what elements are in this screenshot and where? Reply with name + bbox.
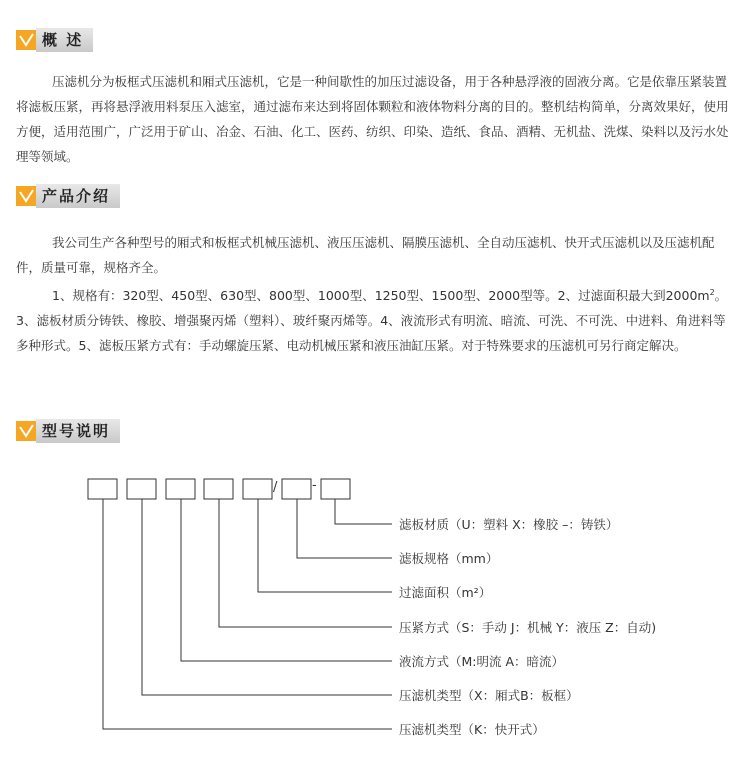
product-paragraph-1: 我公司生产各种型号的厢式和板框式机械压滤机、液压压滤机、隔膜压滤机、全自动压滤机、快开式压滤机以及压滤机配件，质量可靠，规格齐全。 [16,235,715,275]
separator-dash: - [312,478,317,493]
product-text [16,230,738,358]
code-box-5 [243,479,272,499]
code-box-7 [321,479,350,499]
model-label-filter-area: 过滤面积（m²） [399,585,492,600]
model-diagram [0,470,750,762]
code-box-4 [204,479,233,499]
arrow-corner-icon [16,186,36,206]
model-label-material: 滤板材质（U：塑料 X：橡胶 –：铸铁） [399,517,619,532]
section-title: 概 述 [36,28,93,52]
separator-slash: / [273,480,278,495]
code-box-6 [282,479,311,499]
model-label-plate-size: 滤板规格（mm） [399,551,499,566]
code-box-2 [127,479,156,499]
arrow-corner-icon [16,30,36,50]
code-box-3 [166,479,195,499]
leader-line-1 [335,499,392,524]
leader-line-5 [181,499,392,661]
leader-line-4 [219,499,392,627]
arrow-corner-icon [16,421,36,441]
section-header-model [16,419,120,443]
model-label-type: 压滤机类型（X：厢式B：板框） [399,688,579,703]
leader-line-3 [258,499,392,592]
section-header-overview [16,28,93,52]
code-box-1 [88,479,117,499]
leader-line-6 [142,499,392,695]
diagram-lines [0,470,750,762]
overview-text: 压滤机分为板框式压滤机和厢式压滤机，它是一种间歇性的加压过滤设备，用于各种悬浮液的固液分离。它是依靠压紧装置将滤板压紧，再将悬浮液用料泵压入滤室，通过滤布来达到将固体颗粒和液体物料分离的目的。整机结构简单，分离效果好，使用方便，适用范围广，广泛用于矿山、冶金、石油、化工、医药、纺织、印染、造纸、食品、酒精、无机盐、洗煤、染料以及污水处理等领域。 [16,74,729,164]
section-title: 型号说明 [36,419,120,443]
section-header-product [16,184,120,208]
product-paragraph-2: 1、规格有：320型、450型、630型、800型、1000型、1250型、1500型、2000型等。2、过滤面积最大到$2000m^2$。3、滤板材质分铸铁、橡胶、增强聚丙烯（塑料）、玻纤聚丙烯等。4、液流形式有明流、暗流、可洗、不可洗、中进料、角进料等多种形式。5、滤板压紧方式有：手动螺旋压紧、电动机械压紧和液压油缸压紧。对于特殊要求的压滤机可另行商定解决。 [16,288,728,354]
model-label-flow-mode: 液流方式（M:明流 A：暗流） [399,654,565,669]
model-label-press-mode: 压紧方式（S：手动 J：机械 Y：液压 Z：自动) [399,620,657,635]
leader-line-2 [297,499,392,558]
section-title: 产品介绍 [36,184,120,208]
model-label-quick-open: 压滤机类型（K：快开式） [399,722,545,737]
